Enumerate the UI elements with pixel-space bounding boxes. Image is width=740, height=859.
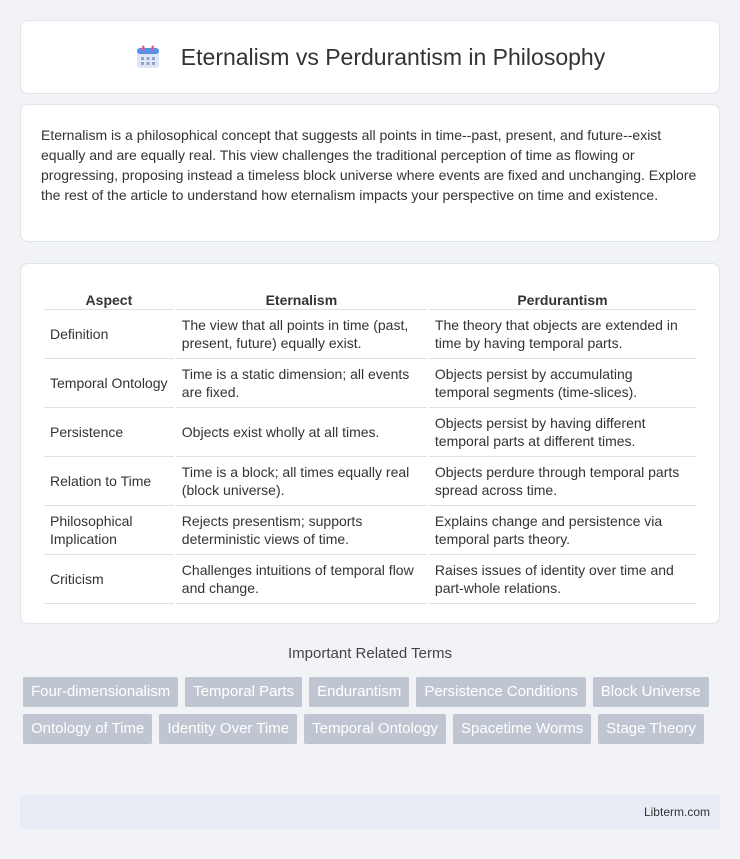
row-eternalism: Rejects presentism; supports deterministic views of time. (176, 506, 427, 555)
row-aspect: Criticism (44, 555, 174, 604)
row-perdurantism: Objects persist by having different temporal parts at different times. (429, 408, 696, 457)
intro-card (20, 104, 720, 242)
related-term-tag[interactable]: Identity Over Time (159, 714, 297, 744)
comparison-table (42, 286, 698, 604)
related-term-tag[interactable]: Persistence Conditions (416, 677, 585, 707)
related-term-tag[interactable]: Stage Theory (598, 714, 704, 744)
related-term-tag[interactable]: Spacetime Worms (453, 714, 591, 744)
related-terms-title: Important Related Terms (288, 645, 452, 662)
row-aspect: Temporal Ontology (44, 359, 174, 408)
row-perdurantism: Objects perdure through temporal parts spread across time. (429, 457, 696, 506)
related-term-tag[interactable]: Endurantism (309, 677, 409, 707)
table-header-row (44, 286, 696, 310)
table-row (44, 408, 696, 457)
header-eternalism: Eternalism (176, 286, 427, 310)
page-title: Eternalism vs Perdurantism in Philosophy (180, 43, 606, 70)
table-row (44, 359, 696, 408)
row-perdurantism: Objects persist by accumulating temporal segments (time-slices). (429, 359, 696, 408)
related-term-tag[interactable]: Ontology of Time (23, 714, 152, 744)
related-term-tag[interactable]: Block Universe (593, 677, 709, 707)
row-aspect: Persistence (44, 408, 174, 457)
row-perdurantism: The theory that objects are extended in time by having temporal parts. (429, 310, 696, 359)
calendar-icon (135, 44, 161, 70)
related-term-tag[interactable]: Four-dimensionalism (23, 677, 178, 707)
related-term-tag[interactable]: Temporal Parts (185, 677, 302, 707)
table-row (44, 457, 696, 506)
intro-text: Eternalism is a philosophical concept that suggests all points in time--past, present, and future--exist equally and are equally real. This view challenges the traditional perception of time as flowing or progressing, proposing instead a timeless block universe where events are fixed and unchanging. Explore the rest of the article to understand how eternalism impacts your perspective on time and existence. (41, 127, 697, 203)
header-perdurantism: Perdurantism (429, 286, 696, 310)
related-term-tag[interactable]: Temporal Ontology (304, 714, 446, 744)
row-eternalism: Challenges intuitions of temporal flow and change. (176, 555, 427, 604)
row-aspect: Definition (44, 310, 174, 359)
table-row (44, 310, 696, 359)
row-eternalism: Time is a block; all times equally real (block universe). (176, 457, 427, 506)
comparison-card (20, 263, 720, 624)
row-eternalism: The view that all points in time (past, present, future) equally exist. (176, 310, 427, 359)
footer (20, 795, 720, 829)
row-eternalism: Time is a static dimension; all events are fixed. (176, 359, 427, 408)
row-perdurantism: Explains change and persistence via temporal parts theory. (429, 506, 696, 555)
related-terms-list (23, 677, 723, 744)
row-aspect: Philosophical Implication (44, 506, 174, 555)
row-perdurantism: Raises issues of identity over time and part-whole relations. (429, 555, 696, 604)
header-card (20, 20, 720, 94)
header-aspect: Aspect (44, 286, 174, 310)
table-row (44, 506, 696, 555)
row-aspect: Relation to Time (44, 457, 174, 506)
footer-site-link[interactable]: Libterm.com (643, 805, 710, 819)
row-eternalism: Objects exist wholly at all times. (176, 408, 427, 457)
table-row (44, 555, 696, 604)
